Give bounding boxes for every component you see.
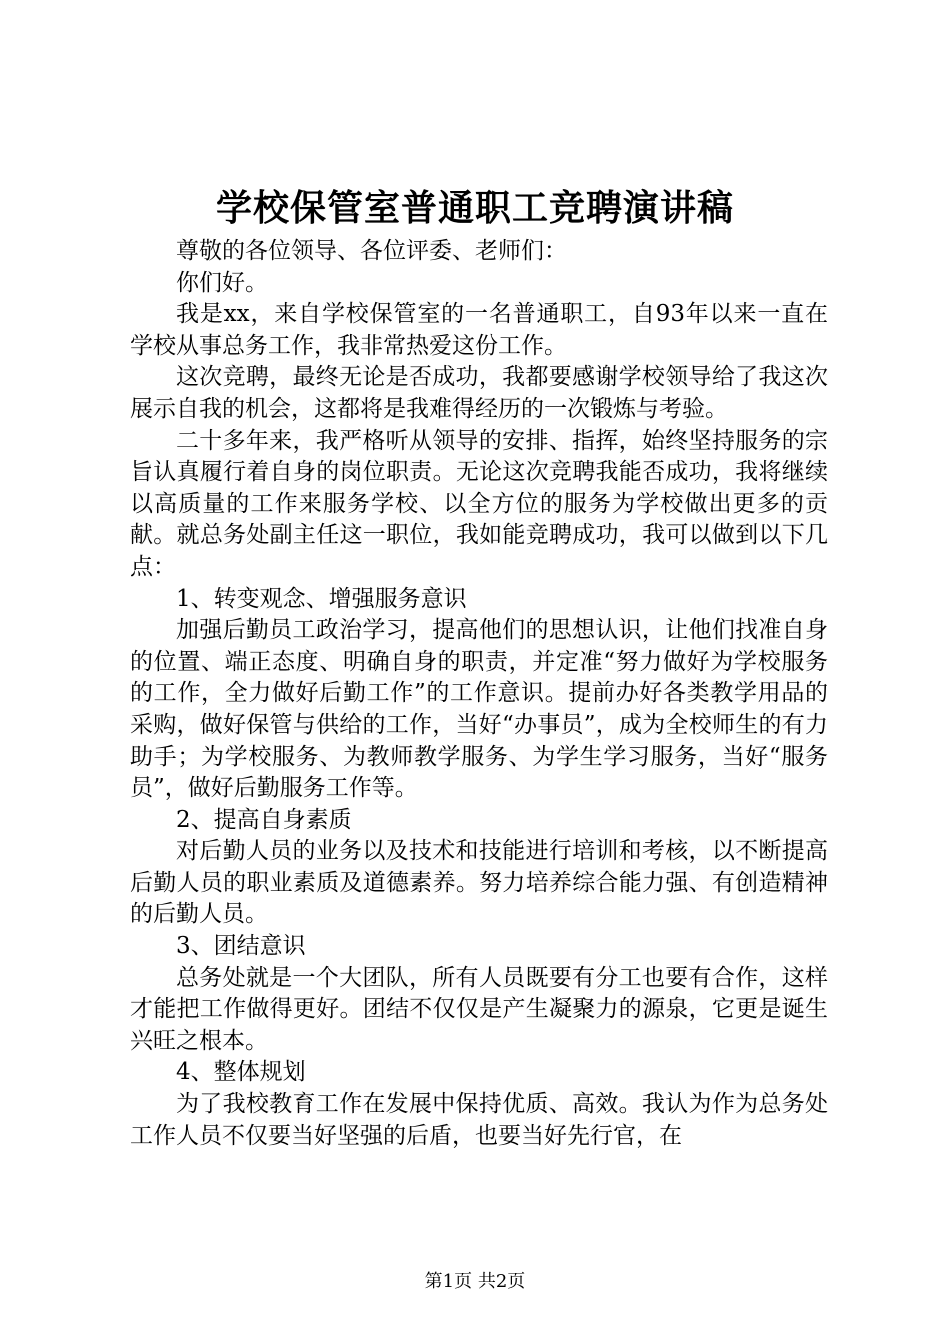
paragraph-commitment: 二十多年来，我严格听从领导的安排、指挥，始终坚持服务的宗旨认真履行着自身的岗位职责。无论这次竞聘我能否成功，我将继续以高质量的工作来服务学校、以全方位的服务为学校做出更多的贡献。就总务处副主任这一职位，我如能竞聘成功，我可以做到以下几点：: [130, 427, 828, 580]
paragraph-section-2: 对后勤人员的业务以及技术和技能进行培训和考核，以不断提高后勤人员的职业素质及道德素养。努力培养综合能力强、有创造精神的后勤人员。: [130, 838, 828, 928]
document-title: 学校保管室普通职工竞聘演讲稿: [215, 187, 734, 229]
paragraph-section-1: 加强后勤员工政治学习，提高他们的思想认识，让他们找准自身的位置、端正态度、明确自身的职责，并定准“努力做好为学校服务的工作，全力做好后勤工作”的工作意识。提前办好各类教学用品的采购，做好保管与供给的工作，当好“办事员”，成为全校师生的有力助手；为学校服务、为教师教学服务、为学生学习服务，当好“服务员”，做好后勤服务工作等。: [130, 617, 828, 802]
page-number: 第1页: [424, 1271, 473, 1292]
paragraph-section-3: 总务处就是一个大团队，所有人员既要有分工也要有合作，这样才能把工作做得更好。团结不仅仅是产生凝聚力的源泉，它更是诞生兴旺之根本。: [130, 964, 828, 1054]
page-total: 共2页: [477, 1271, 526, 1292]
section-heading-3: 3、团结意识: [176, 933, 306, 960]
paragraph-section-4: 为了我校教育工作在发展中保持优质、高效。我认为作为总务处工作人员不仅要当好坚强的后盾，也要当好先行官，在: [130, 1091, 828, 1149]
section-heading-4: 4、整体规划: [176, 1059, 306, 1086]
page-footer: [0, 1270, 950, 1294]
paragraph-greeting: 尊敬的各位领导、各位评委、老师们：: [176, 238, 567, 264]
paragraph-hello: 你们好。: [176, 269, 268, 296]
section-heading-1: 1、转变观念、增强服务意识: [176, 585, 467, 612]
paragraph-intro: 我是xx，来自学校保管室的一名普通职工，自93年以来一直在学校从事总务工作，我非常热爱这份工作。: [130, 301, 828, 359]
document-body: [130, 236, 828, 1152]
section-heading-2: 2、提高自身素质: [176, 806, 352, 833]
paragraph-thanks: 这次竞聘，最终无论是否成功，我都要感谢学校领导给了我这次展示自我的机会，这都将是我难得经历的一次锻炼与考验。: [130, 364, 828, 422]
